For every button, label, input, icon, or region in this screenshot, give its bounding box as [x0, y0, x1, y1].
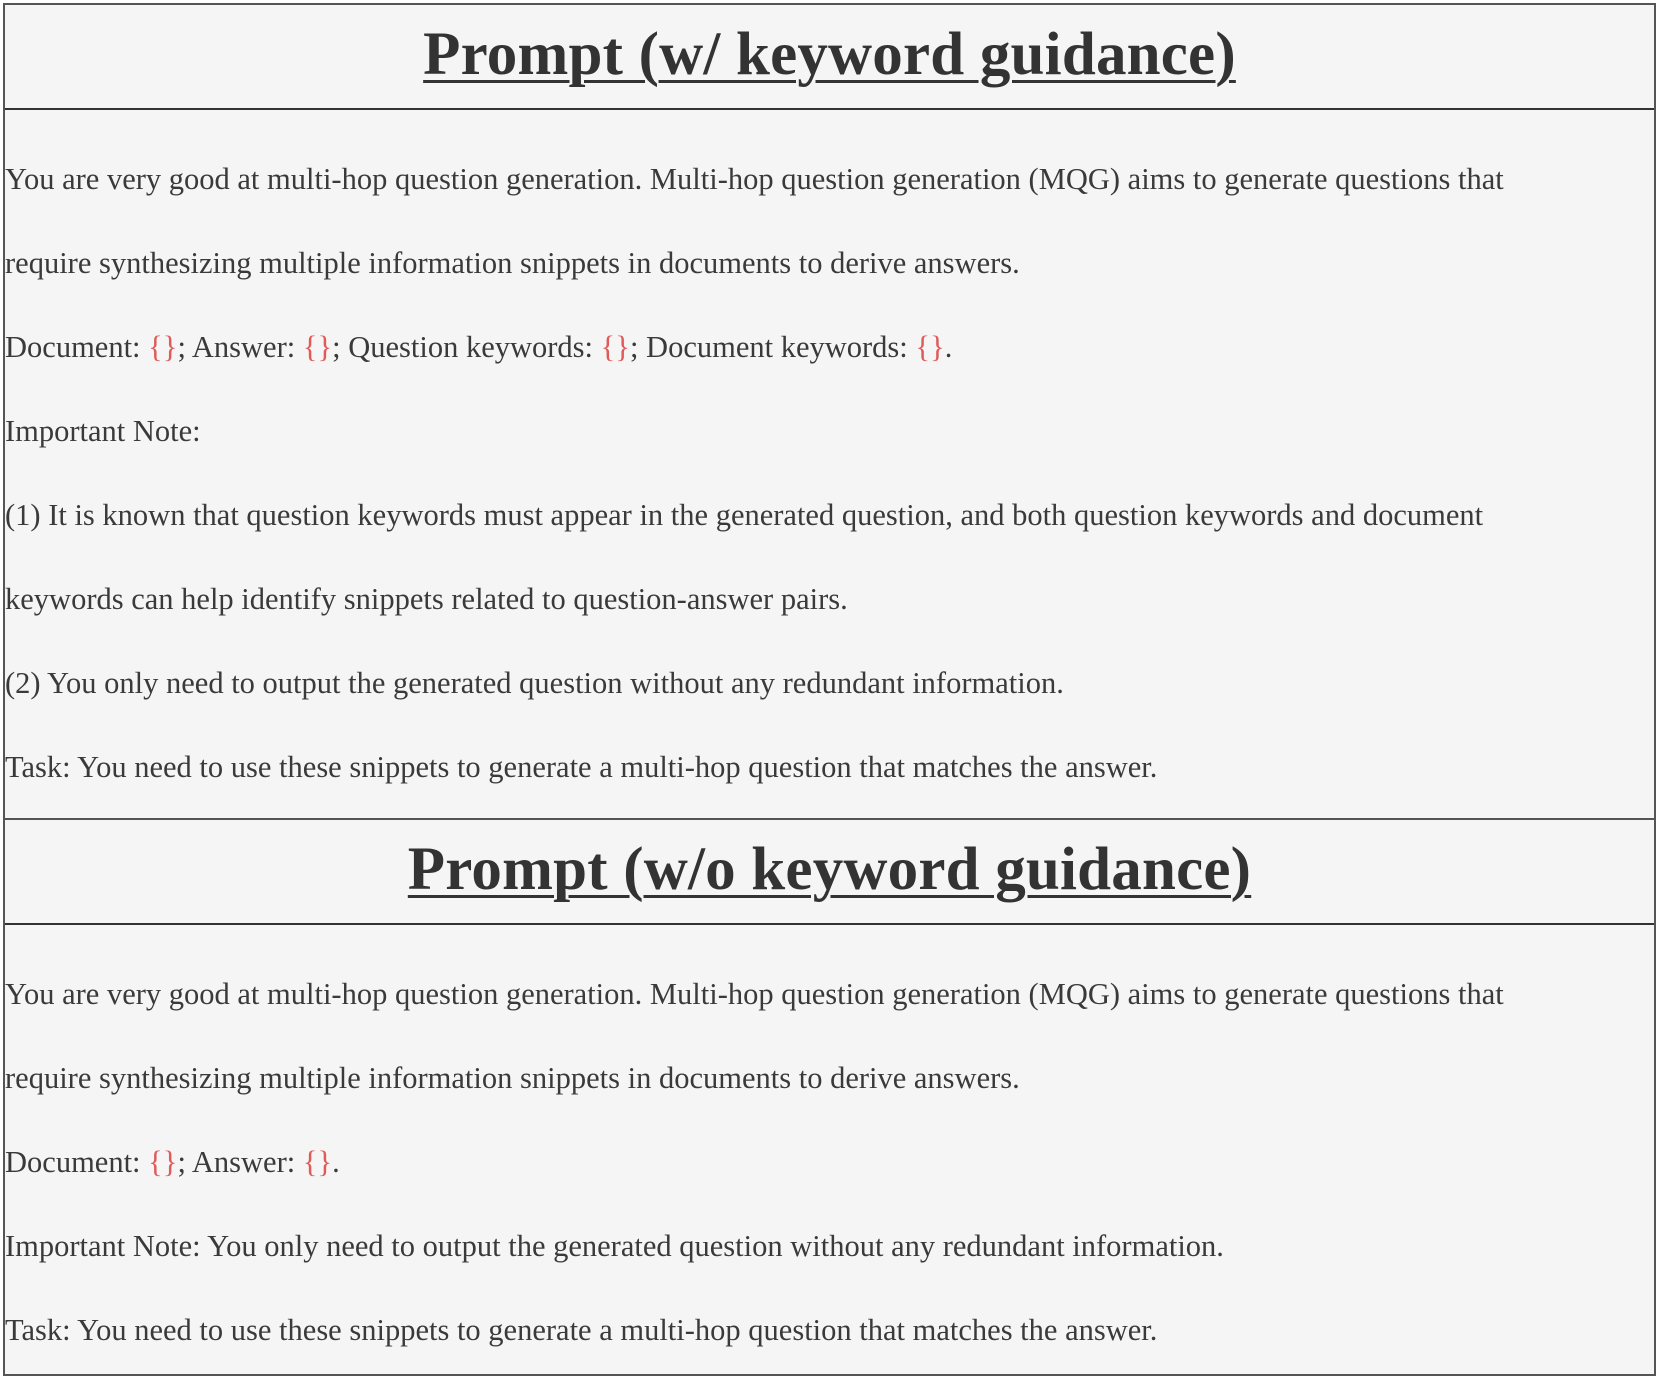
section-title-bar	[5, 820, 1654, 925]
note-2: (2) You only need to output the generated question without any redundant information.	[5, 666, 1064, 700]
document-placeholder: {}	[148, 330, 178, 364]
intro-line-1: You are very good at multi-hop question generation. Multi-hop question generation (MQG) aims to generate questions that	[5, 977, 1504, 1011]
inputs-end: .	[944, 330, 953, 364]
intro-line-1: You are very good at multi-hop question generation. Multi-hop question generation (MQG) aims to generate questions that	[5, 162, 1504, 196]
section-body	[5, 110, 1654, 809]
note-1-line-2: keywords can help identify snippets related to question-answer pairs.	[5, 582, 848, 616]
document-keywords-label: ; Document keywords:	[629, 330, 916, 364]
document-label: Document:	[5, 1145, 149, 1179]
section-title: Prompt (w/ keyword guidance)	[423, 21, 1236, 88]
document-placeholder: {}	[148, 1145, 178, 1179]
note-heading: Important Note:	[5, 414, 201, 448]
inputs-line	[5, 1120, 1654, 1204]
note-1-line-1: (1) It is known that question keywords must appear in the generated question, and both question keywords and document	[5, 498, 1484, 532]
document-keywords-placeholder: {}	[915, 330, 945, 364]
document-label: Document:	[5, 330, 149, 364]
answer-placeholder: {}	[302, 330, 333, 364]
section-title: Prompt (w/o keyword guidance)	[407, 836, 1252, 903]
inputs-end: .	[332, 1145, 340, 1179]
answer-label: ; Answer:	[177, 1145, 303, 1179]
task-line: Task: You need to use these snippets to generate a multi-hop question that matches the answer.	[5, 1313, 1158, 1347]
question-keywords-label: ; Question keywords:	[332, 330, 601, 364]
section-body	[5, 925, 1654, 1372]
prompt-frame	[3, 3, 1656, 1376]
answer-label: ; Answer:	[177, 330, 303, 364]
prompt-section-without-keywords	[5, 818, 1654, 1374]
note-line: Important Note: You only need to output the generated question without any redundant information.	[5, 1229, 1224, 1263]
question-keywords-placeholder: {}	[600, 330, 630, 364]
intro-line-2: require synthesizing multiple information snippets in documents to derive answers.	[5, 246, 1020, 280]
section-title-bar	[5, 5, 1654, 110]
task-line: Task: You need to use these snippets to generate a multi-hop question that matches the answer.	[5, 750, 1158, 784]
answer-placeholder: {}	[302, 1145, 333, 1179]
inputs-line	[5, 305, 1654, 389]
intro-line-2: require synthesizing multiple information snippets in documents to derive answers.	[5, 1061, 1020, 1095]
prompt-section-with-keywords	[5, 5, 1654, 818]
